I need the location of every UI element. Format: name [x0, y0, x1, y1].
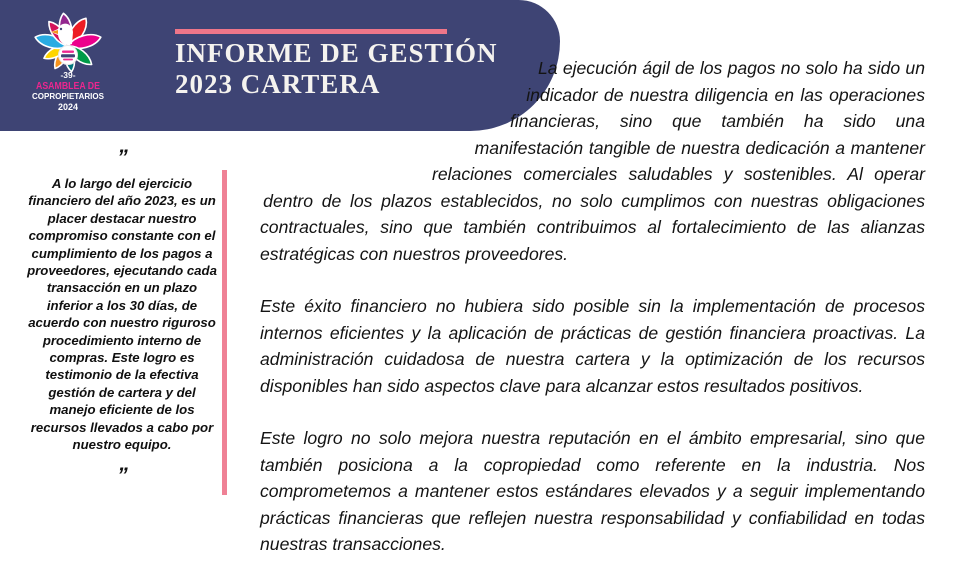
pull-quote-text: A lo largo del ejercicio financiero del año 2023, es un placer destacar nuestro compromiso constante con el cumplimiento de los pagos a proveedores, ejecutando cada transacción en un plazo inferior a los 30 días, de acuerdo con nuestro riguroso procedimiento interno de compras. Este logro es testimonio de la efectiva gestión de cartera y del manejo eficiente de los recursos llevados a cabo por nuestro equipo.: [27, 176, 217, 453]
title-accent-line: [175, 29, 447, 34]
logo-year: 2024: [57, 102, 79, 112]
assembly-logo: [16, 6, 120, 124]
page-title-line1: INFORME DE GESTIÓN: [175, 38, 498, 68]
logo-org-line1: ASAMBLEA DE: [36, 81, 101, 92]
body-paragraph-1: La ejecución ágil de los pagos no solo ha sido un indicador de nuestra diligencia en las operaciones financieras, sino que también ha sido una manifestación tangible de nuestra dedicación a mantener relaciones comerciales saludables y sostenibles. Al operar dentro de los plazos establecidos, no solo cumplimos con nuestras obligaciones contractuales, sino que también contribuimos al fortalecimiento de las alianzas estratégicas con nuestros proveedores.: [260, 58, 925, 264]
close-quote-mark: ”: [117, 463, 127, 487]
pull-quote: [26, 148, 218, 486]
logo-badge-number: -39-: [60, 70, 76, 80]
open-quote-mark: ”: [117, 146, 127, 169]
logo-org-line2: COPROPIETARIOS: [32, 91, 105, 101]
page-title-line2: 2023 CARTERA: [175, 69, 381, 99]
phoenix-flower-icon: [16, 6, 120, 124]
body-paragraph-3: Este logro no solo mejora nuestra reputación en el ámbito empresarial, sino que también posiciona a la copropiedad como referente en la industria. Nos comprometemos a mantener estos estándares elevados y a seguir implementando prácticas financieras que reflejen nuestra responsabilidad y confiabilidad en todas nuestras transacciones.: [260, 428, 925, 554]
body-paragraph-2: Este éxito financiero no hubiera sido posible sin la implementación de procesos internos eficientes y la aplicación de prácticas de gestión financiera proactivas. La administración cuidadosa de nuestra cartera y la optimización de los recursos disponibles han sido aspectos clave para alcanzar estos resultados positivos.: [260, 296, 925, 396]
body-text: [260, 55, 925, 566]
quote-divider-rule: [222, 170, 227, 495]
